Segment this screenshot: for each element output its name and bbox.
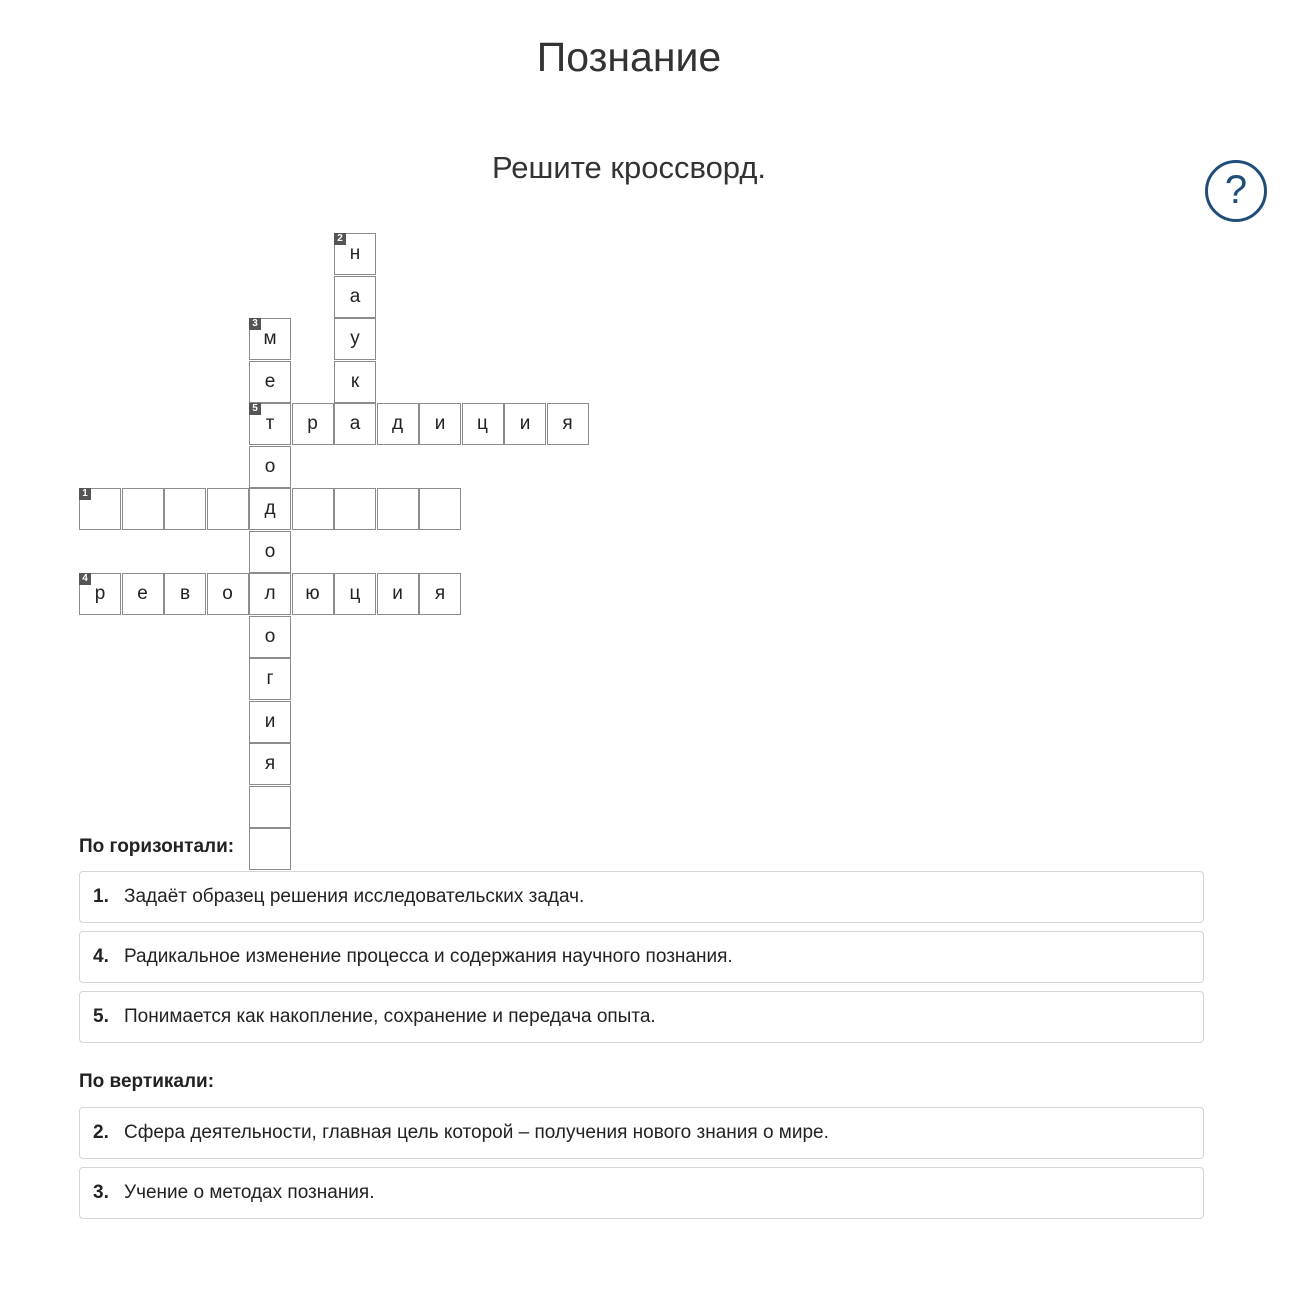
crossword-cell[interactable]: ц — [462, 403, 504, 445]
crossword-cell[interactable] — [79, 488, 121, 530]
crossword-cell[interactable]: г — [249, 658, 291, 700]
crossword-cell[interactable]: я — [249, 743, 291, 785]
down-heading: По вертикали: — [79, 1071, 215, 1092]
clue-item — [79, 1167, 1204, 1219]
clue-item — [79, 1107, 1204, 1159]
clue-number: 5. — [93, 1006, 109, 1027]
crossword-cell[interactable] — [164, 488, 206, 530]
clue-number-badge: 3 — [249, 318, 261, 330]
crossword-cell[interactable]: я — [419, 573, 461, 615]
crossword-cell[interactable]: а — [334, 403, 376, 445]
crossword-cell[interactable]: о — [207, 573, 249, 615]
crossword-cell[interactable]: и — [377, 573, 419, 615]
crossword-cell[interactable]: д — [249, 488, 291, 530]
crossword-cell[interactable]: к — [334, 361, 376, 403]
across-clue-list — [79, 871, 1204, 1051]
crossword-cell[interactable] — [377, 488, 419, 530]
crossword-cell[interactable]: я — [547, 403, 589, 445]
page-title: Познание — [536, 34, 722, 80]
crossword-cell[interactable] — [419, 488, 461, 530]
crossword-cell[interactable]: о — [249, 616, 291, 658]
crossword-cell[interactable] — [334, 488, 376, 530]
clue-item — [79, 991, 1204, 1043]
clue-number: 4. — [93, 946, 109, 967]
clue-number-badge: 1 — [79, 488, 91, 500]
crossword-cell[interactable]: и — [504, 403, 546, 445]
clue-text: Радикальное изменение процесса и содержания научного познания. — [124, 946, 733, 967]
clue-number-badge: 5 — [249, 403, 261, 415]
crossword-cell[interactable] — [207, 488, 249, 530]
crossword-cell[interactable] — [122, 488, 164, 530]
clue-text: Задаёт образец решения исследовательских задач. — [124, 886, 585, 907]
crossword-cell[interactable]: л — [249, 573, 291, 615]
crossword-cell[interactable]: у — [334, 318, 376, 360]
clue-text: Учение о методах познания. — [124, 1182, 375, 1203]
help-button[interactable] — [1205, 160, 1267, 222]
crossword-cell[interactable]: ю — [292, 573, 334, 615]
crossword-cell[interactable]: р — [292, 403, 334, 445]
crossword-cell[interactable]: о — [249, 446, 291, 488]
crossword-cell[interactable]: в — [164, 573, 206, 615]
clue-number: 1. — [93, 886, 109, 907]
crossword-cell[interactable]: и — [419, 403, 461, 445]
crossword-cell[interactable]: и — [249, 701, 291, 743]
task-instruction: Решите кроссворд. — [491, 150, 767, 185]
crossword-cell[interactable]: м 3 — [249, 318, 291, 360]
crossword-cell[interactable]: е — [249, 361, 291, 403]
crossword-cell[interactable] — [249, 786, 291, 828]
question-mark-icon: ? — [1224, 168, 1248, 212]
clue-text: Сфера деятельности, главная цель которой – получения нового знания о мире. — [124, 1122, 829, 1143]
clue-item — [79, 931, 1204, 983]
clue-number-badge: 4 — [79, 573, 91, 585]
clue-number-badge: 2 — [334, 233, 346, 245]
clue-text: Понимается как накопление, сохранение и передача опыта. — [124, 1006, 656, 1027]
crossword-cell[interactable]: е — [122, 573, 164, 615]
crossword-cell[interactable]: р 4 — [79, 573, 121, 615]
crossword-cell[interactable] — [249, 828, 291, 870]
crossword-cell[interactable] — [292, 488, 334, 530]
crossword-cell[interactable]: а — [334, 276, 376, 318]
down-clue-list — [79, 1107, 1204, 1227]
clue-number: 2. — [93, 1122, 109, 1143]
clue-number: 3. — [93, 1182, 109, 1203]
crossword-cell[interactable]: ц — [334, 573, 376, 615]
crossword-cell[interactable]: о — [249, 531, 291, 573]
clue-item — [79, 871, 1204, 923]
crossword-cell[interactable]: н 2 — [334, 233, 376, 275]
crossword-cell[interactable]: т 5 — [249, 403, 291, 445]
crossword-cell[interactable]: д — [377, 403, 419, 445]
across-heading: По горизонтали: — [79, 836, 235, 857]
